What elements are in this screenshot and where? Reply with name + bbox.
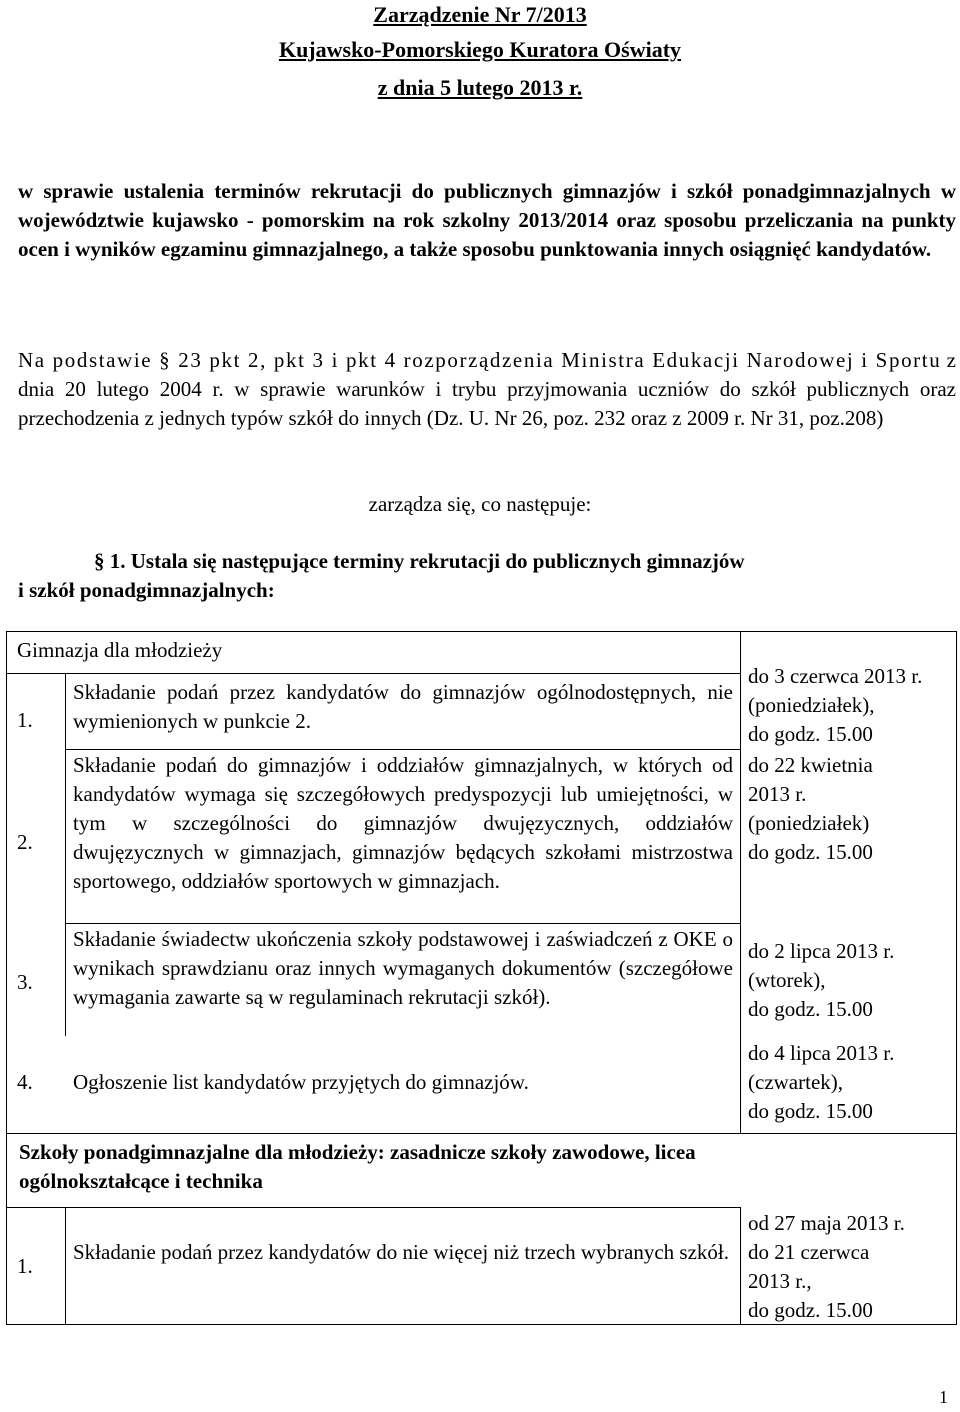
- row-description: Składanie podań przez kandydatów do nie więcej niż trzech wybranych szkół.: [73, 1240, 730, 1264]
- row-description: Ogłoszenie list kandydatów przyjętych do gimnazjów.: [73, 1070, 529, 1094]
- table-ponadgimnazjalne-heading: Szkoły ponadgimnazjalne dla młodzieży: zasadnicze szkoły zawodowe, licea ogólnokształcące i technika: [19, 1140, 696, 1193]
- table-ponadgimnazjalne: [6, 1133, 957, 1325]
- deadline-line: 2013 r.: [748, 782, 807, 806]
- document-subject: w sprawie ustalenia terminów rekrutacji do publicznych gimnazjów i szkół ponadgimnazjalnych w województwie kujawsko - pomorskim na rok szkolny 2013/2014 oraz sposobu przeliczania na punkty ocen i wyników egzaminu gimnazjalnego, a także sposobu punktowania innych osiągnięć kandydatów.: [18, 179, 956, 261]
- table-divider: [740, 632, 741, 1133]
- row-deadline: [748, 662, 953, 749]
- deadline-line: (wtorek),: [748, 968, 826, 992]
- table-divider: [740, 1207, 741, 1324]
- order-phrase: zarządza się, co następuje:: [368, 492, 592, 516]
- deadline-line: do godz. 15.00: [748, 1298, 873, 1322]
- table-divider: [7, 673, 740, 674]
- deadline-line: do godz. 15.00: [748, 840, 873, 864]
- table-divider: [65, 1207, 66, 1324]
- legal-basis: [18, 346, 956, 433]
- deadline-line: do 22 kwietnia: [748, 753, 873, 777]
- deadline-line: od 27 maja 2013 r.: [748, 1211, 905, 1235]
- row-number: 1.: [17, 708, 33, 732]
- divider-gap: [63, 1036, 69, 1133]
- deadline-line: do godz. 15.00: [748, 722, 873, 746]
- document-title: Zarządzenie Nr 7/2013: [373, 2, 587, 27]
- deadline-line: 2013 r.,: [748, 1269, 812, 1293]
- table-gimnazja: [6, 631, 957, 1134]
- table-gimnazja-heading: Gimnazja dla młodzieży: [17, 638, 223, 662]
- deadline-line: do godz. 15.00: [748, 1099, 873, 1123]
- row-deadline: [748, 1209, 953, 1325]
- row-description: Składanie podań przez kandydatów do gimnazjów ogólnodostępnych, nie wymienionych w punkcie 2.: [73, 680, 733, 733]
- table-divider: [7, 1207, 740, 1208]
- section-1-rest: i szkół ponadgimnazjalnych:: [18, 578, 275, 602]
- deadline-line: do 3 czerwca 2013 r.: [748, 664, 923, 688]
- page-number: 1: [939, 1387, 948, 1407]
- row-deadline: [748, 1039, 953, 1126]
- deadline-line: (poniedziałek): [748, 811, 870, 835]
- section-1: [18, 547, 956, 605]
- row-number: 1.: [17, 1254, 33, 1278]
- row-number: 2.: [17, 830, 33, 854]
- row-deadline: [748, 751, 953, 867]
- deadline-line: (czwartek),: [748, 1070, 844, 1094]
- legal-basis-part2: z dnia 20 lutego 2004 r. w sprawie warunków i trybu przyjmowania uczniów do szkół publicznych oraz przechodzenia z jednych typów szkół do innych (Dz. U. Nr 26, poz. 232 oraz z 2009 r. Nr 31, poz.208): [18, 348, 956, 430]
- row-deadline: [748, 937, 953, 1024]
- row-number: 3.: [17, 970, 33, 994]
- table-divider: [65, 749, 740, 750]
- row-description: Składanie świadectw ukończenia szkoły podstawowej i zaświadczeń z OKE o wynikach sprawdzianu oraz innych wymaganych dokumentów (szczegółowe wymagania zawarte są w regulaminach rekrutacji szkół).: [73, 927, 733, 1009]
- legal-basis-part1: Na podstawie § 23 pkt 2, pkt 3 i pkt 4 rozporządzenia Ministra Edukacji Narodowej i Sportu: [18, 348, 942, 372]
- deadline-line: do 21 czerwca: [748, 1240, 870, 1264]
- row-number: 4.: [17, 1070, 33, 1094]
- document-date: z dnia 5 lutego 2013 r.: [377, 75, 583, 100]
- deadline-line: do godz. 15.00: [748, 997, 873, 1021]
- deadline-line: do 4 lipca 2013 r.: [748, 1041, 895, 1065]
- deadline-line: do 2 lipca 2013 r.: [748, 939, 895, 963]
- section-1-lead: § 1. Ustala się następujące terminy rekrutacji do publicznych gimnazjów: [94, 549, 745, 573]
- deadline-line: (poniedziałek),: [748, 693, 875, 717]
- row-description: Składanie podań do gimnazjów i oddziałów gimnazjalnych, w których od kandydatów wymaga się szczegółowych predyspozycji lub umiejętności, w tym w szczególności do gimnazjów dwujęzycznych, oddziałów dwujęzycznych w gimnazjach, gimnazjów będących szkołami mistrzostwa sportowego, oddziałów sportowych w gimnazjach.: [73, 753, 733, 893]
- issuing-authority: Kujawsko-Pomorskiego Kuratora Oświaty: [278, 37, 682, 62]
- table-divider: [65, 923, 740, 924]
